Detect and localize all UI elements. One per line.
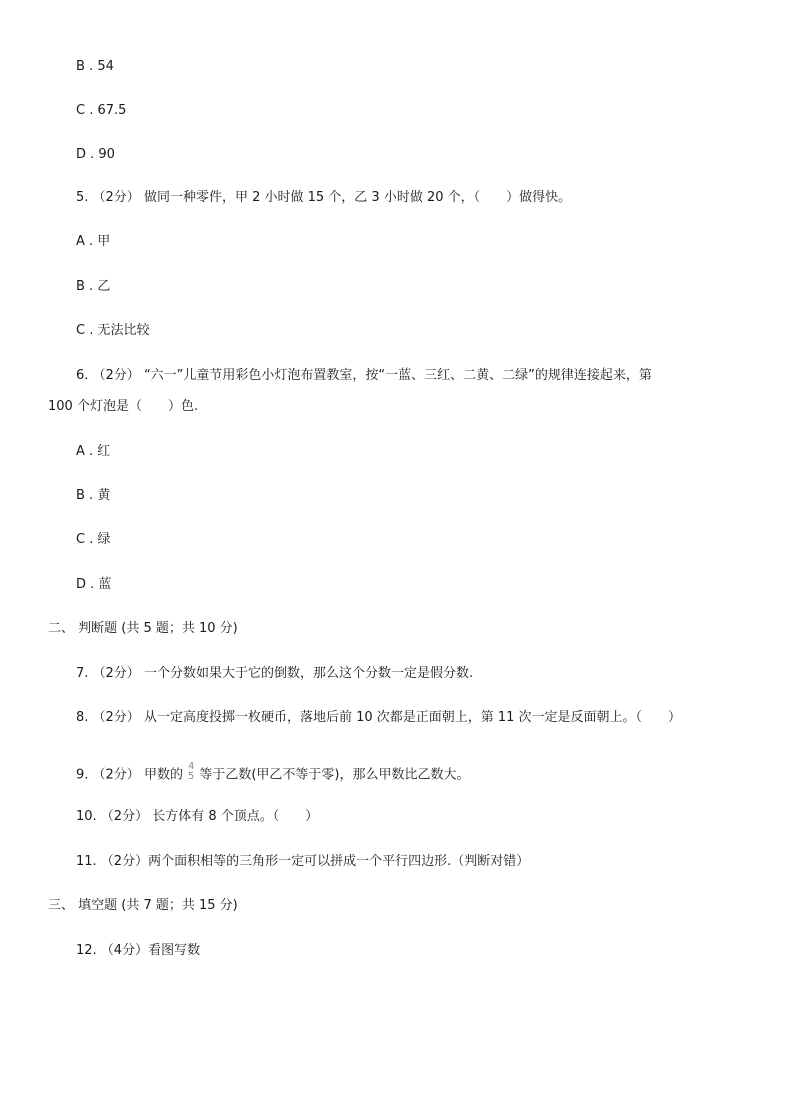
option-c: C . 67.5 — [76, 103, 127, 118]
question-9-prefix: 9. （2分） 甲数的 — [76, 767, 183, 783]
question-6-option-d: D . 蓝 — [76, 577, 112, 592]
question-8: 8. （2分） 从一定高度投掷一枚硬币，落地后前 10 次都是正面朝上，第 11 次一定是反面朝上。（ ） — [76, 710, 682, 725]
question-9 — [76, 761, 470, 785]
question-5-option-a: A . 甲 — [76, 234, 111, 249]
fraction — [188, 762, 194, 782]
section-3-heading: 三、 填空题 (共 7 题；共 15 分) — [48, 898, 238, 913]
question-6-line-2: 100 个灯泡是（ ）色. — [48, 399, 199, 414]
question-6-line-1: 6. （2分） “六一”儿童节用彩色小灯泡布置教室，按“一蓝、三红、二黄、二绿”的规律连接起来，第 — [76, 368, 652, 383]
question-5: 5. （2分） 做同一种零件，甲 2 小时做 15 个，乙 3 小时做 20 个，（ ）做得快。 — [76, 190, 572, 205]
question-5-option-b: B . 乙 — [76, 279, 111, 294]
question-7: 7. （2分） 一个分数如果大于它的倒数，那么这个分数一定是假分数. — [76, 666, 474, 681]
option-d: D . 90 — [76, 147, 115, 162]
question-9-suffix: 等于乙数(甲乙不等于零)，那么甲数比乙数大。 — [199, 767, 470, 783]
question-10: 10. （2分） 长方体有 8 个顶点。（ ） — [76, 809, 319, 824]
option-b: B . 54 — [76, 59, 114, 74]
question-6-option-c: C . 绿 — [76, 532, 111, 547]
question-12: 12. （4分）看图写数 — [76, 943, 201, 958]
fraction-denominator: 5 — [187, 771, 195, 782]
section-2-heading: 二、 判断题 (共 5 题；共 10 分) — [48, 621, 238, 636]
question-5-option-c: C . 无法比较 — [76, 323, 150, 338]
question-6-option-a: A . 红 — [76, 444, 111, 459]
question-6-option-b: B . 黄 — [76, 488, 111, 503]
fraction-numerator: 4 — [187, 761, 195, 772]
question-11: 11. （2分）两个面积相等的三角形一定可以拼成一个平行四边形.（判断对错） — [76, 854, 530, 869]
